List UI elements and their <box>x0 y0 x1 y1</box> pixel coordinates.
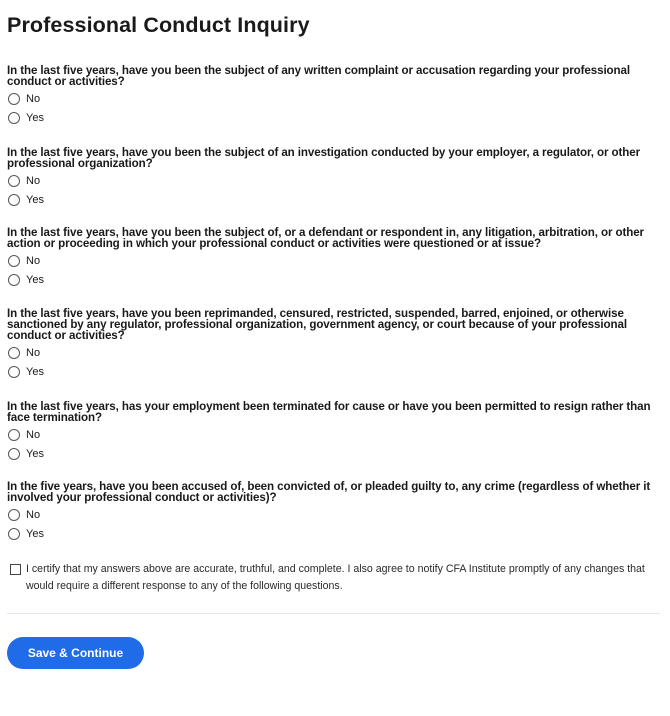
option-label: Yes <box>26 447 44 460</box>
option-no[interactable] <box>7 89 657 108</box>
option-no[interactable] <box>7 425 657 444</box>
option-label: No <box>26 428 41 441</box>
question-text: In the last five years, have you been reprimanded, censured, restricted, suspended, barred, enjoined, or otherwise sanctioned by any regulator, professional organization, government agency, or court because of your professional conduct or activities? <box>7 307 627 342</box>
option-yes[interactable] <box>7 444 657 463</box>
question-2 <box>7 147 657 209</box>
option-label: Yes <box>26 273 44 286</box>
option-no[interactable] <box>7 171 657 190</box>
certify-checkbox[interactable] <box>10 564 21 575</box>
option-yes[interactable] <box>7 270 657 289</box>
radio-button[interactable] <box>8 347 20 359</box>
option-label: No <box>26 174 41 187</box>
radio-button[interactable] <box>8 175 20 187</box>
option-no[interactable] <box>7 251 657 270</box>
option-label: Yes <box>26 193 44 206</box>
question-3 <box>7 227 657 289</box>
divider <box>7 613 660 614</box>
radio-button[interactable] <box>8 274 20 286</box>
radio-button[interactable] <box>8 366 20 378</box>
option-label: No <box>26 346 41 359</box>
option-label: Yes <box>26 111 44 124</box>
question-text: In the last five years, have you been the subject of any written complaint or accusation regarding your professional conduct or activities? <box>7 64 630 88</box>
option-label: No <box>26 254 41 267</box>
radio-button[interactable] <box>8 93 20 105</box>
option-no[interactable] <box>7 505 657 524</box>
option-yes[interactable] <box>7 524 657 543</box>
page-title: Professional Conduct Inquiry <box>7 13 310 37</box>
option-yes[interactable] <box>7 108 657 127</box>
question-text: In the last five years, has your employment been terminated for cause or have you been permitted to resign rather than face termination? <box>7 400 651 424</box>
radio-button[interactable] <box>8 194 20 206</box>
certification-text: I certify that my answers above are accurate, truthful, and complete. I also agree to notify CFA Institute promptly of any changes that would require a different response to any of the following questions. <box>26 563 645 592</box>
save-continue-button[interactable]: Save & Continue <box>7 637 144 669</box>
question-4 <box>7 308 657 381</box>
radio-button[interactable] <box>8 528 20 540</box>
option-yes[interactable] <box>7 362 657 381</box>
radio-button[interactable] <box>8 112 20 124</box>
question-text: In the last five years, have you been the subject of an investigation conducted by your employer, a regulator, or other professional organization? <box>7 146 641 170</box>
question-6 <box>7 481 657 543</box>
option-label: Yes <box>26 527 44 540</box>
radio-button[interactable] <box>8 448 20 460</box>
option-no[interactable] <box>7 343 657 362</box>
question-text: In the five years, have you been accused of, been convicted of, or pleaded guilty to, any crime (regardless of whether it involved your professional conduct or activities)? <box>7 480 651 504</box>
option-label: No <box>26 508 41 521</box>
radio-button[interactable] <box>8 509 20 521</box>
question-5 <box>7 401 657 463</box>
question-text: In the last five years, have you been the subject of, or a defendant or respondent in, any litigation, arbitration, or other action or proceeding in which your professional conduct or activities were questioned or at issue? <box>7 226 644 250</box>
radio-button[interactable] <box>8 429 20 441</box>
option-yes[interactable] <box>7 190 657 209</box>
option-label: No <box>26 92 41 105</box>
certification-row[interactable] <box>10 561 650 595</box>
radio-button[interactable] <box>8 255 20 267</box>
option-label: Yes <box>26 365 44 378</box>
question-1 <box>7 65 657 127</box>
